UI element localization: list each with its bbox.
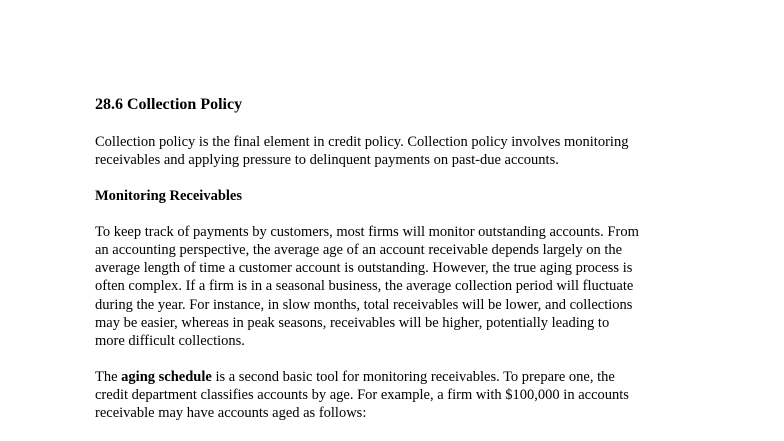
monitoring-line-1: To keep track of payments by customers, most firms will monitor outstanding accounts. From bbox=[95, 223, 639, 240]
monitoring-line-4: often complex. If a firm is in a seasonal business, the average collection period will fluctuate bbox=[95, 278, 634, 295]
document-page bbox=[95, 95, 695, 440]
monitoring-line-7: more difficult collections. bbox=[95, 333, 245, 350]
monitoring-line-3: average length of time a customer account is outstanding. However, the true aging process is bbox=[95, 260, 633, 277]
aging-line-3: receivable may have accounts aged as follows: bbox=[95, 405, 367, 422]
monitoring-line-2: an accounting perspective, the average age of an account receivable depends largely on the bbox=[95, 241, 623, 258]
monitoring-paragraph bbox=[95, 223, 695, 351]
aging-line-1-end: is a second basic tool for monitoring receivables. To prepare one, the bbox=[211, 368, 615, 385]
intro-line-2: receivables and applying pressure to delinquent payments on past-due accounts. bbox=[95, 152, 559, 169]
subsection-title: Monitoring Receivables bbox=[95, 187, 242, 204]
section-title: 28.6 Collection Policy bbox=[95, 96, 243, 113]
intro-paragraph bbox=[95, 133, 695, 170]
monitoring-line-6: may be easier, whereas in peak seasons, receivables will be higher, potentially leading to bbox=[95, 315, 610, 332]
aging-paragraph bbox=[95, 368, 695, 423]
aging-line-1 bbox=[95, 368, 695, 386]
intro-line-1: Collection policy is the final element in credit policy. Collection policy involves monitoring bbox=[95, 134, 629, 150]
monitoring-line-5: during the year. For instance, in slow months, total receivables will be lower, and collections bbox=[95, 296, 633, 313]
aging-line-1-start: The bbox=[95, 368, 122, 385]
aging-line-2: credit department classifies accounts by age. For example, a firm with $100,000 in accounts bbox=[95, 386, 629, 403]
aging-schedule-term: aging schedule bbox=[121, 368, 212, 385]
